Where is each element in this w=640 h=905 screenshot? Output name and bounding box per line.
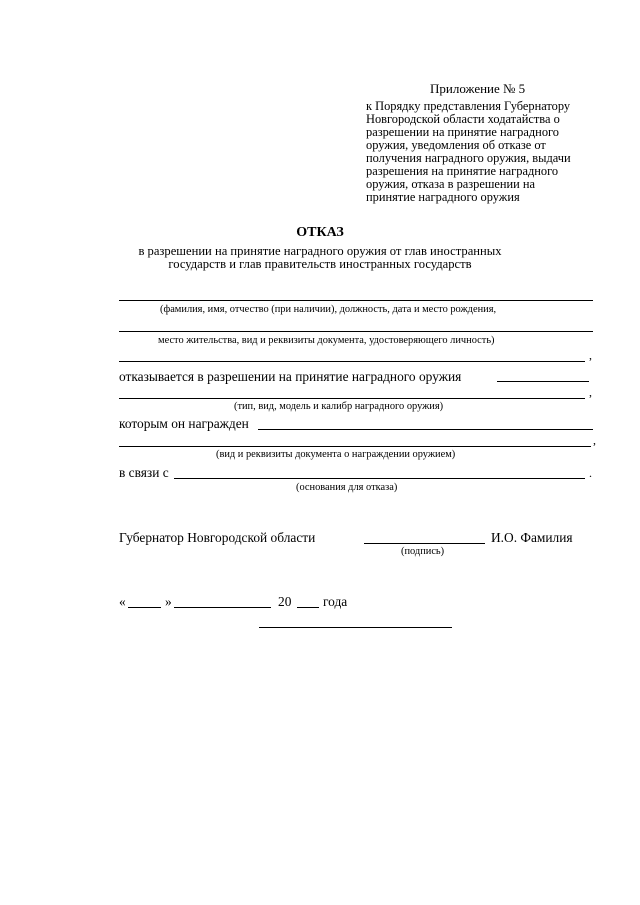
comma: , [589,385,592,399]
reason-text: в связи с [119,465,169,480]
date-year-suffix: года [323,594,348,609]
weapon-field[interactable] [119,398,585,399]
appendix-line: принятие наградного оружия [366,190,520,204]
governor-name: И.О. Фамилия [491,530,573,545]
award-doc-field[interactable] [119,446,591,447]
date-month-field[interactable] [174,607,271,608]
refused-text: отказывается в разрешении на принятие наградного оружия [119,369,462,384]
date-year-prefix: 20 [278,594,292,609]
date-day-field[interactable] [128,607,161,608]
closing-divider [259,627,452,628]
appendix-line: разрешении на принятие наградного [366,125,559,139]
hint-award-doc: (вид и реквизиты документа о награждении оружием) [216,449,456,460]
person-name-field[interactable] [119,300,593,301]
person-extra-field[interactable] [119,361,585,362]
appendix-line: получения наградного оружия, выдачи [366,151,571,165]
date-open-quote: « [119,594,126,609]
awarded-field[interactable] [258,429,593,430]
date-year-field[interactable] [297,607,319,608]
person-residence-field[interactable] [119,331,593,332]
document-subtitle-line: в разрешении на принятие наградного оружия от глав иностранных [138,244,502,258]
hint-signature: (подпись) [401,546,445,557]
period: . [589,466,592,480]
hint-residence: место жительства, вид и реквизиты документа, удостоверяющего личность) [158,335,495,346]
comma: , [589,348,592,362]
document-title: ОТКАЗ [296,225,344,240]
appendix-line: к Порядку представления Губернатору [366,99,571,113]
hint-weapon: (тип, вид, модель и калибр наградного оружия) [234,401,444,412]
hint-reason: (основания для отказа) [296,482,398,493]
appendix-line: Новгородской области ходатайства о [366,112,560,126]
document-subtitle-line: государств и глав правительств иностранных государств [168,257,472,271]
appendix-line: оружия, отказа в разрешении на [366,177,536,191]
appendix-line: разрешения на принятие наградного [366,164,559,178]
comma: , [593,433,596,447]
awarded-text: которым он награжден [119,416,249,431]
reason-field[interactable] [174,478,585,479]
refused-field[interactable] [497,381,589,382]
appendix-title: Приложение № 5 [430,81,526,96]
hint-person: (фамилия, имя, отчество (при наличии), должность, дата и место рождения, [160,304,497,315]
governor-position: Губернатор Новгородской области [119,530,316,545]
appendix-line: оружия, уведомления об отказе от [366,138,546,152]
signature-field[interactable] [364,543,485,544]
date-close-quote: » [165,594,172,609]
